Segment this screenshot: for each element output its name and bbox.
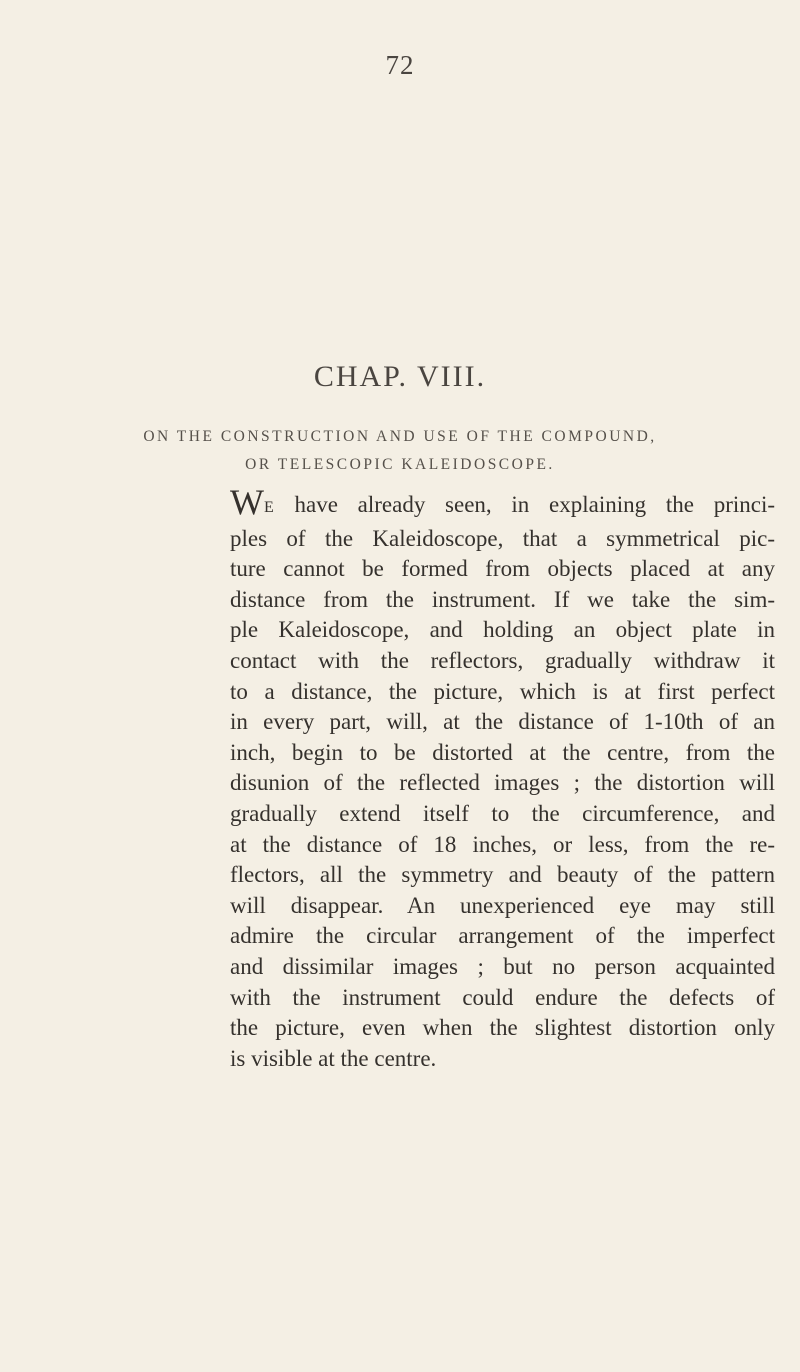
body-line: distance from the instrument. If we take the sim-: [230, 586, 775, 612]
body-line: to a distance, the picture, which is at first perfect: [230, 678, 775, 704]
chapter-subtitle-line-1: ON THE CONSTRUCTION AND USE OF THE COMPOUND,: [143, 428, 657, 445]
body-line: flectors, all the symmetry and beauty of the pattern: [230, 862, 775, 888]
body-line: [230, 482, 775, 524]
body-line-text: have already seen, in explaining the princi-: [274, 492, 775, 517]
body-line: inch, begin to be distorted at the centre, from the: [230, 739, 775, 765]
body-line: ture cannot be formed from objects placed at any: [230, 556, 775, 582]
body-line: gradually extend itself to the circumference, and: [230, 800, 775, 826]
chapter-title: CHAP. VIII.: [313, 360, 487, 393]
first-word-rest: E: [263, 499, 275, 516]
body-line: and dissimilar images ; but no person acquainted: [230, 953, 775, 979]
body-line: will disappear. An unexperienced eye may still: [230, 892, 775, 918]
body-line: admire the circular arrangement of the imperfect: [230, 923, 775, 949]
chapter-subtitle-line-2: OR TELESCOPIC KALEIDOSCOPE.: [245, 456, 555, 473]
body-line: at the distance of 18 inches, or less, from the re-: [230, 831, 775, 857]
drop-cap: W: [230, 482, 264, 522]
body-paragraph: [230, 482, 775, 1074]
body-line: contact with the reflectors, gradually withdraw it: [230, 647, 775, 673]
body-line: ple Kaleidoscope, and holding an object plate in: [230, 617, 775, 643]
body-line: in every part, will, at the distance of 1-10th of an: [230, 709, 775, 735]
body-line: the picture, even when the slightest distortion only: [230, 1015, 775, 1041]
body-line: disunion of the reflected images ; the distortion will: [230, 770, 775, 796]
body-line: is visible at the centre.: [230, 1045, 437, 1071]
page-number: 72: [385, 50, 415, 80]
body-line: ples of the Kaleidoscope, that a symmetrical pic-: [230, 525, 775, 551]
body-line: with the instrument could endure the defects of: [230, 984, 775, 1010]
